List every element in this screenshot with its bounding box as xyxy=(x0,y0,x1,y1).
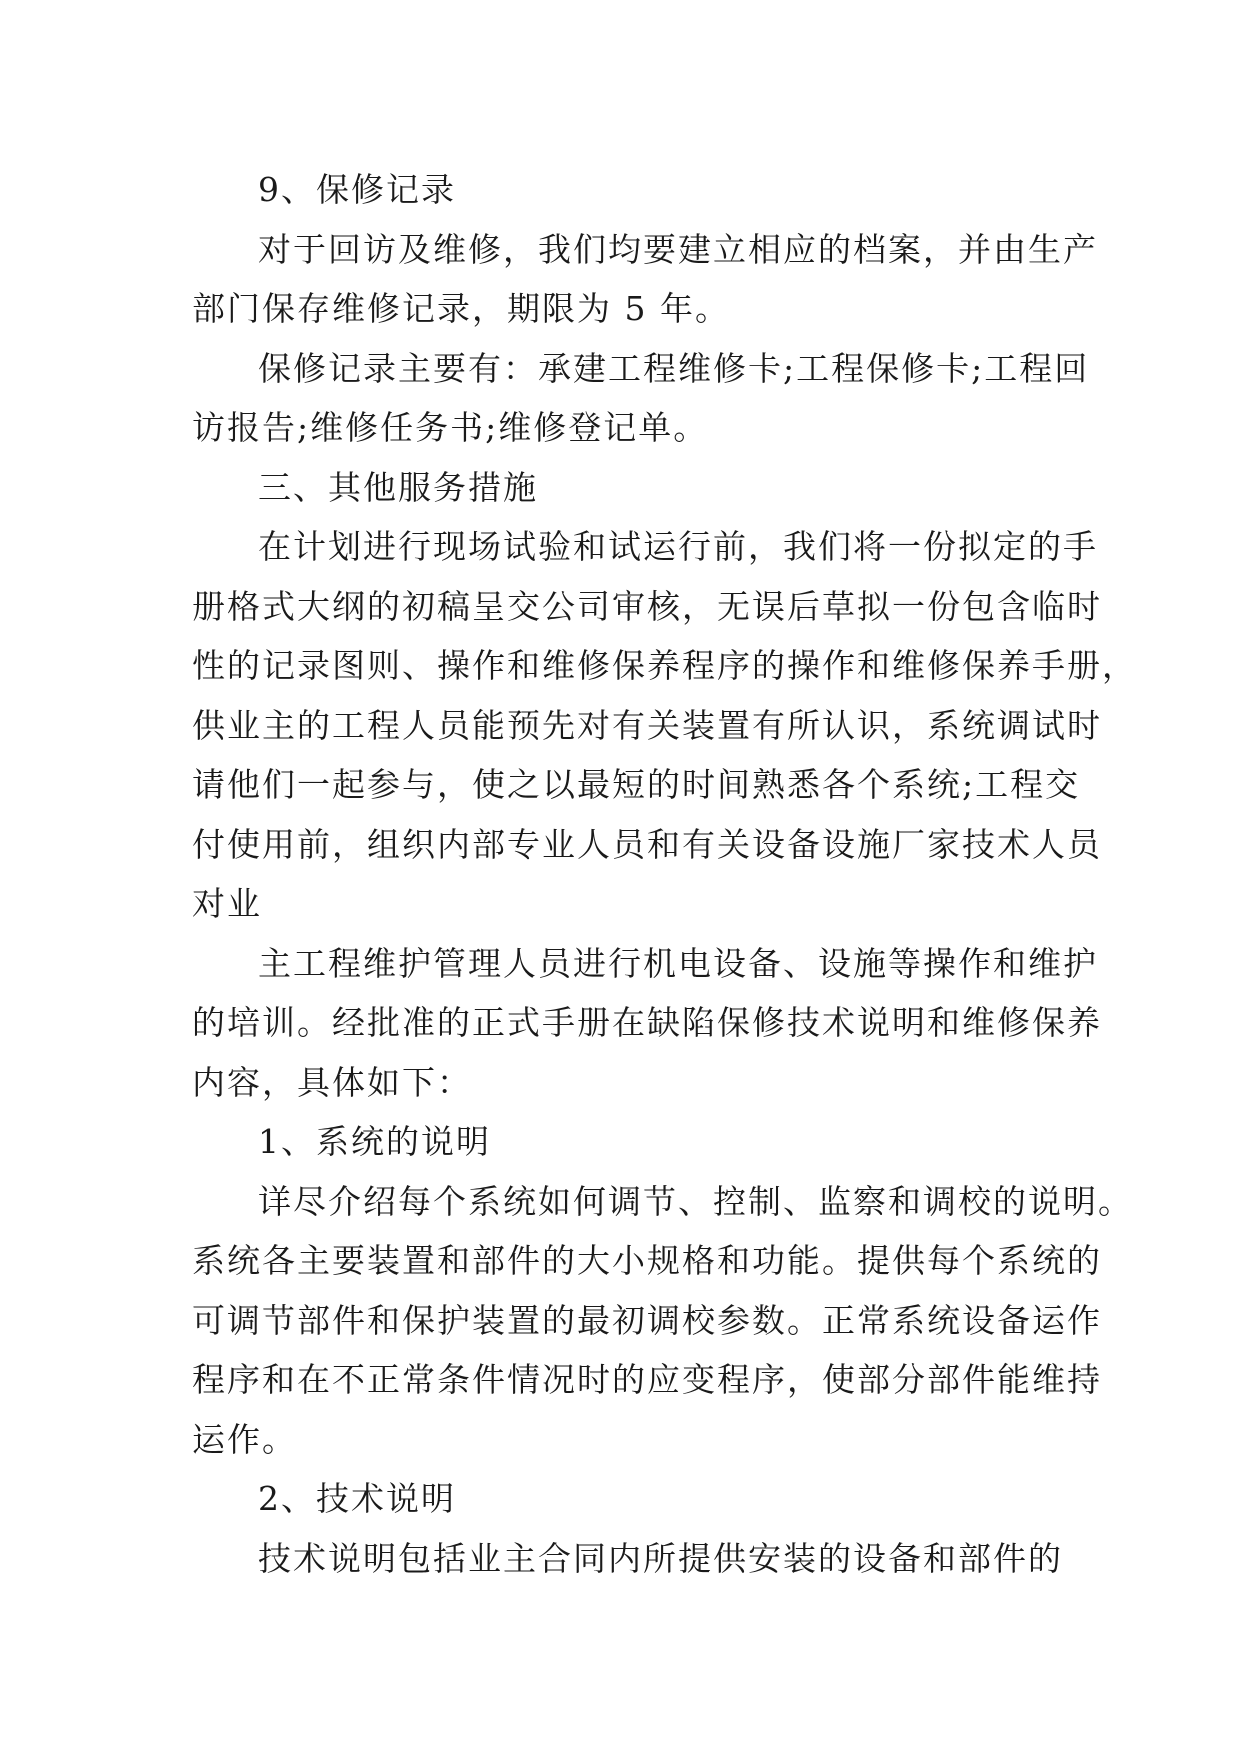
paragraph-system-details xyxy=(192,1172,1133,1470)
paragraph-training xyxy=(192,934,1102,1113)
text-line: 册格式大纲的初稿呈交公司审核，无误后草拟一份包含临时 xyxy=(192,586,1102,626)
heading-warranty-records xyxy=(192,160,1052,220)
text-line: 对业 xyxy=(192,884,262,923)
text-line: 供业主的工程人员能预先对有关装置有所认识，系统调试时 xyxy=(192,705,1102,745)
paragraph-record-types xyxy=(192,339,1090,458)
text-line: 的培训。经批准的正式手册在缺陷保修技术说明和维修保养 xyxy=(192,1003,1102,1042)
text-line: 保修记录主要有：承建工程维修卡;工程保修卡;工程回 xyxy=(258,348,1090,388)
text-line: 部门保存维修记录，期限为 5 年。 xyxy=(192,289,730,328)
text-line: 主工程维护管理人员进行机电设备、设施等操作和维护 xyxy=(258,943,1098,983)
text-line: 系统各主要装置和部件的大小规格和功能。提供每个系统的 xyxy=(192,1241,1102,1280)
text-line: 详尽介绍每个系统如何调节、控制、监察和调校的说明。 xyxy=(258,1181,1133,1221)
text-line: 2、技术说明 xyxy=(258,1479,456,1518)
paragraph-manual-draft xyxy=(192,517,1137,934)
heading-technical-description xyxy=(192,1469,1052,1529)
heading-other-services xyxy=(192,458,1052,518)
text-line: 技术说明包括业主合同内所提供安装的设备和部件的 xyxy=(258,1538,1063,1578)
text-line: 9、保修记录 xyxy=(258,170,456,209)
text-line: 性的记录图则、操作和维修保养程序的操作和维修保养手册， xyxy=(192,646,1137,685)
text-line: 内容，具体如下： xyxy=(192,1062,472,1102)
text-line: 请他们一起参与，使之以最短的时间熟悉各个系统;工程交 xyxy=(192,765,1081,804)
text-line: 在计划进行现场试验和试运行前，我们将一份拟定的手 xyxy=(258,527,1098,566)
heading-system-description xyxy=(192,1112,1052,1172)
text-line: 访报告;维修任务书;维修登记单。 xyxy=(192,408,709,447)
text-line: 对于回访及维修，我们均要建立相应的档案，并由生产 xyxy=(258,229,1098,269)
paragraph-technical-details xyxy=(192,1529,1063,1589)
document-page xyxy=(192,160,1137,1588)
paragraph-visit-repair xyxy=(192,220,1098,339)
text-line: 付使用前，组织内部专业人员和有关设备设施厂家技术人员 xyxy=(192,824,1102,864)
text-line: 可调节部件和保护装置的最初调校参数。正常系统设备运作 xyxy=(192,1300,1102,1340)
text-line: 程序和在不正常条件情况时的应变程序，使部分部件能维持 xyxy=(192,1360,1102,1399)
text-line: 运作。 xyxy=(192,1419,297,1459)
text-line: 1、系统的说明 xyxy=(258,1122,491,1161)
text-line: 三、其他服务措施 xyxy=(258,467,538,507)
